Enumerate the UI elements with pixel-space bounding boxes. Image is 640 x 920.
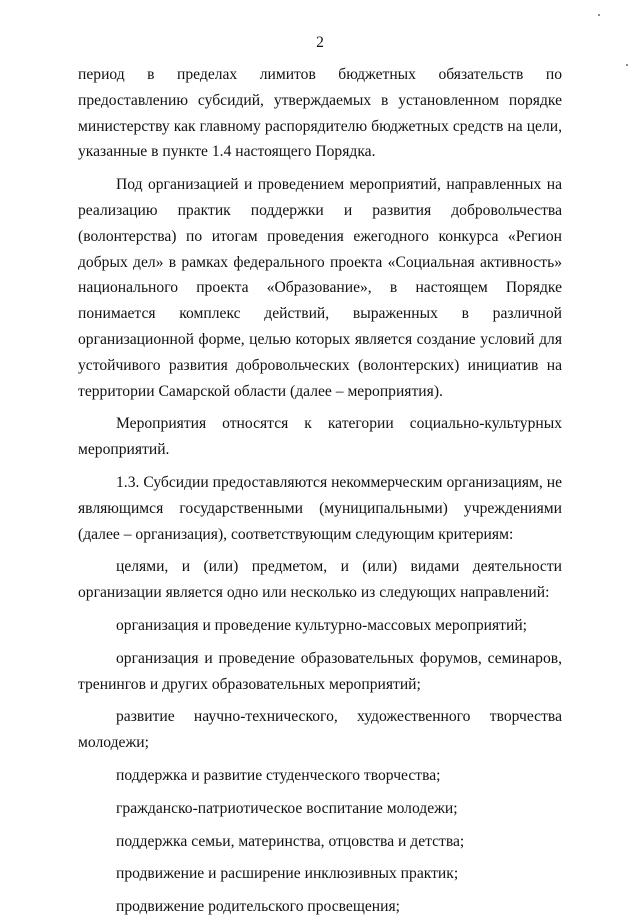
list-item: гражданско-патриотическое воспитание молодежи;	[116, 799, 458, 817]
list-item: продвижение и расширение инклюзивных практик;	[116, 865, 459, 883]
list-item: поддержка и развитие студенческого творчества;	[116, 766, 441, 784]
scan-speck	[598, 14, 600, 16]
paragraph: период в пределах лимитов бюджетных обязательств по предоставлению субсидий, утверждаемых в установленном порядке министерству как главному распорядителю бюджетных средств на цели, указанные в пункте 1.4 настоящего Порядка.	[78, 66, 562, 161]
list-item: развитие научно-технического, художественного творчества молодежи;	[78, 708, 562, 752]
page-number: 2	[316, 34, 324, 51]
paragraph: целями, и (или) предметом, и (или) видами деятельности организации является одно или несколько из следующих направлений:	[78, 558, 562, 602]
scan-speck	[626, 64, 628, 66]
list-item: продвижение родительского просвещения;	[116, 898, 400, 916]
document-body	[78, 62, 562, 920]
list-item: организация и проведение образовательных форумов, семинаров, тренингов и других образовательных мероприятий;	[78, 649, 562, 693]
list-item: организация и проведение культурно-массовых мероприятий;	[116, 616, 528, 634]
paragraph: Мероприятия относятся к категории социально-культурных мероприятий.	[78, 415, 562, 459]
paragraph: Под организацией и проведением мероприятий, направленных на реализацию практик поддержки и развития добровольчества (волонтерства) по итогам проведения ежегодного конкурса «Регион добрых дел» в рамках федерального проекта «Социальная активность» национального проекта «Образование», в настоящем Порядке понимается комплекс действий, выраженных в различной организационной форме, целью которых является создание условий для устойчивого развития добровольческих (волонтерских) инициатив на территории Самарской области (далее – мероприятия).	[78, 176, 562, 400]
list-item: поддержка семьи, материнства, отцовства и детства;	[116, 832, 465, 850]
paragraph: 1.3. Субсидии предоставляются некоммерческим организациям, не являющимся государственными (муниципальными) учреждениями (далее – организация), соответствующим следующим критериям:	[78, 473, 562, 543]
